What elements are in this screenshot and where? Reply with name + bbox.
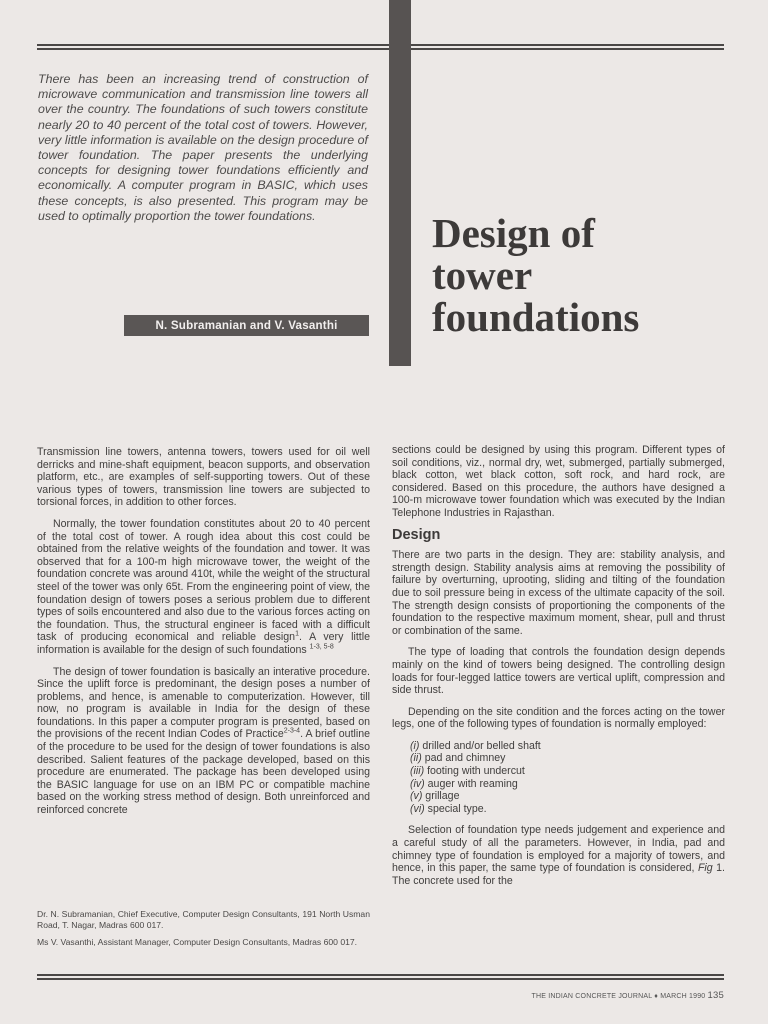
abstract [38,72,368,224]
title-line-1: Design of [432,210,595,256]
bottom-rule [37,974,724,980]
list-item: (vi) special type. [410,802,487,815]
footnote: Dr. N. Subramanian, Chief Executive, Computer Design Consultants, 191 North Usman Road, T. Nagar, Madras 600 017. [37,909,370,930]
authors: N. Subramanian and V. Vasanthi [155,319,338,332]
paragraph: Selection of foundation type needs judgement and experience and a careful study of all the parameters. However, in India, pad and chimney type of foundation is employed for a majority of towers, and hence, in this paper, the same type of foundation is considered, Fig 1. The concrete used for the [392,824,725,887]
author-footnotes [37,909,370,954]
reference: 2-3-4 [283,727,301,735]
paragraph: The design of tower foundation is basically an interative procedure. Since the uplift force is predominant, the design poses a number of problems, and hence, is amenable to computerization. However, till now, no program is available in India for the design of these foundations. In this paper a computer program is presented, based on the provisions of the recent Indian Codes of Practice$^{2-3-4}$. A brief outline of the procedure to be used for the design of tower foundations is also described. Salient features of the package developed, based on this procedure are enumerated. The package has been developed using the BASIC language for use on an IBM PC or compatible machine based on the working stress method of design. Both unreinforced and reinforced concrete [37,665,371,817]
page-number: 135 [707,990,724,1001]
top-rule [37,44,724,50]
paragraph: Normally, the tower foundation constitutes about 20 to 40 percent of the total cost of tower. A rough idea about this cost could be obtained from the relative weights of the foundation and tower. It was observed that for a 100-m high microwave tower, the weight of the foundation concrete was around 410t, while the weight of the structural steel of the tower was only 65t. From the engineering point of view, the foundation design of towers poses a serious problem due to different types of soils encountered and also due to the various forces acting on the foundation. Thus, the structural engineer is faced with a difficult task of producing economical and reliable design$^1$. A very little information is available for the design of such foundations $^{1-3, 5-8}$ [37,517,370,656]
list-item: (v) grillage [410,790,460,803]
journal-name: THE INDIAN CONCRETE JOURNAL ♦ MARCH 1990 [531,993,706,1000]
abstract-text: There has been an increasing trend of construction of microwave communication and transmission line towers all over the country. The foundations of such towers constitute nearly 20 to 40 percent of the total cost of towers. However, very little information is available on the design procedure of tower foundation. The paper presents the underlying concepts for designing tower foundations efficiently and economically. A computer program in BASIC, which uses these concepts, is also presented. This program may be used to optimally proportion the tower foundations. [38,72,368,223]
reference: 1-3, 5-8 [309,643,334,651]
paragraph: There are two parts in the design. They are: stability analysis, and strength design. Stability analysis aims at removing the possibility of failure by overturning, uprooting, sliding and tilting of the foundation due to soil pressure being in excess of the ultimate capacity of the soil. The strength design consists of proportioning the components of the foundation to the respective maximum moment, shear, pull and thrust or combination of the same. [392,549,725,637]
article-title [432,212,752,338]
list-item: (iv) auger with reaming [410,777,518,790]
vertical-bar [389,0,411,366]
right-column [392,444,725,896]
folio [500,990,724,1001]
foundation-type-list [392,740,725,816]
paragraph: The type of loading that controls the foundation design depends mainly on the kind of towers being designed. The controlling design loads for four-legged lattice towers are vertical uplift, compression and side thrust. [392,646,725,697]
list-item: (ii) pad and chimney [410,752,506,765]
list-item: (i) drilled and/or belled shaft [410,739,541,752]
title-line-3: foundations [432,294,640,340]
author-banner [124,315,369,336]
footnote: Ms V. Vasanthi, Assistant Manager, Computer Design Consultants, Madras 600 017. [37,937,358,947]
section-heading: Design [392,526,441,543]
paragraph: Transmission line towers, antenna towers, towers used for oil well derricks and mine-shaft equipment, beacon supports, and observation platform, etc., are examples of self-supporting towers. Out of these various types of towers, transmission line towers are subjected to torsional forces, in addition to other forces. [37,446,370,509]
paragraph: sections could be designed by using this program. Different types of soil conditions, viz., normal dry, wet, submerged, partially submerged, black cotton, wet black cotton, soft rock, and hard rock, are considered. Based on this procedure, the authors have designed a 100-m microwave tower foundation which was executed by the Indian Telephone Industries in Rajasthan. [392,444,725,519]
left-column [37,446,370,826]
list-item: (iii) footing with undercut [410,765,525,778]
paragraph: Depending on the site condition and the forces acting on the tower legs, one of the following types of foundation is normally employed: [392,705,725,731]
figure-reference[interactable]: Fig [697,862,713,875]
reference: 1 [295,630,299,638]
title-line-2: tower [432,252,533,298]
